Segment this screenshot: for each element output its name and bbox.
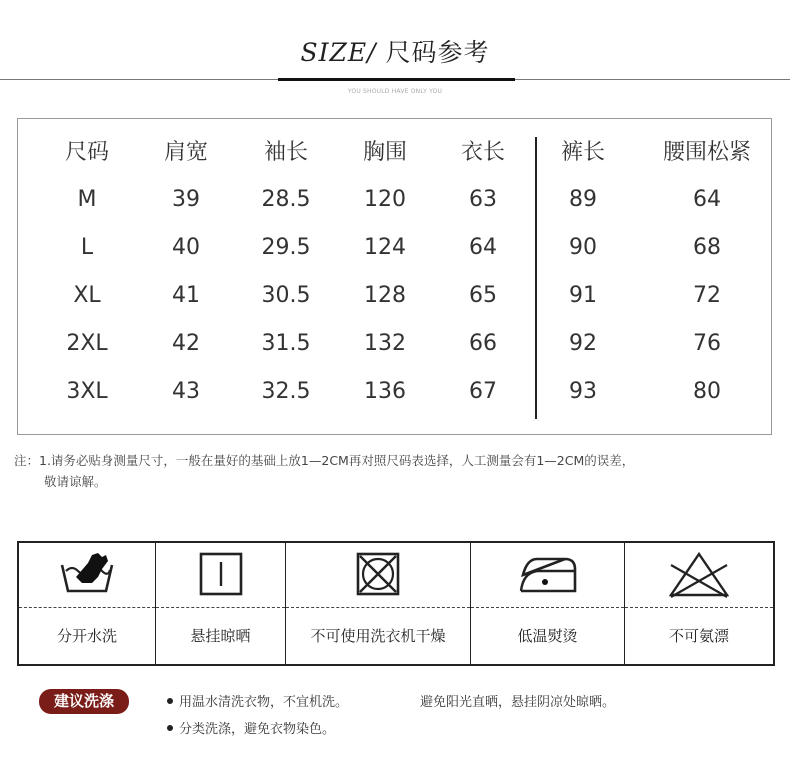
care-cell: 不可氨漂 bbox=[624, 543, 773, 664]
table-cell: 89 bbox=[569, 187, 597, 212]
table-cell: 3XL bbox=[66, 379, 108, 404]
hand-wash-icon bbox=[19, 543, 155, 607]
advice-item: 用温水清洗衣物，不宜机洗。 bbox=[167, 691, 348, 710]
table-row bbox=[0, 372, 790, 412]
table-header-cell: 袖长 bbox=[263, 140, 309, 165]
page-title: SIZE/ 尺码参考 bbox=[300, 38, 490, 67]
table-header-cell: 裤长 bbox=[560, 140, 606, 165]
table-cell: 80 bbox=[693, 379, 721, 404]
hang-dry-icon bbox=[156, 543, 285, 607]
advice-item: 避免阳光直晒，悬挂阴凉处晾晒。 bbox=[420, 695, 616, 710]
table-cell: 29.5 bbox=[261, 235, 311, 260]
table-cell: 91 bbox=[569, 283, 597, 308]
table-cell: 68 bbox=[693, 235, 721, 260]
care-table bbox=[17, 541, 775, 666]
table-cell: 32.5 bbox=[261, 379, 311, 404]
advice-item: 分类洗涤，避免衣物染色。 bbox=[167, 718, 335, 737]
table-cell: 128 bbox=[364, 283, 406, 308]
table-cell: 132 bbox=[364, 331, 406, 356]
table-row bbox=[0, 228, 790, 268]
table-header-row bbox=[0, 133, 790, 173]
table-row bbox=[0, 276, 790, 316]
table-cell: 120 bbox=[364, 187, 406, 212]
table-cell: 30.5 bbox=[261, 283, 311, 308]
low-temp-iron-icon bbox=[471, 543, 624, 607]
care-cell: 不可使用洗衣机干燥 bbox=[285, 543, 470, 664]
table-cell: 40 bbox=[172, 235, 200, 260]
table-row bbox=[0, 324, 790, 364]
wash-advice-badge: 建议洗涤 bbox=[39, 689, 129, 714]
table-header-cell: 肩宽 bbox=[163, 140, 209, 165]
table-cell: XL bbox=[73, 283, 101, 308]
table-row bbox=[0, 180, 790, 220]
table-header-cell: 腰围松紧 bbox=[662, 140, 752, 165]
no-bleach-icon bbox=[625, 543, 773, 607]
table-cell: 41 bbox=[172, 283, 200, 308]
page-subtitle: YOU SHOULD HAVE ONLY YOU bbox=[347, 88, 443, 95]
header-accent-bar bbox=[278, 78, 515, 81]
table-cell: 64 bbox=[693, 187, 721, 212]
table-cell: 136 bbox=[364, 379, 406, 404]
table-cell: 31.5 bbox=[261, 331, 311, 356]
no-tumble-dry-icon bbox=[286, 543, 470, 607]
care-cell: 悬挂晾晒 bbox=[155, 543, 285, 664]
table-cell: 63 bbox=[469, 187, 497, 212]
table-header-cell: 胸围 bbox=[362, 140, 408, 165]
table-cell: 39 bbox=[172, 187, 200, 212]
table-cell: 124 bbox=[364, 235, 406, 260]
care-cell: 低温熨烫 bbox=[470, 543, 624, 664]
care-cell: 分开水洗 bbox=[19, 543, 155, 664]
table-cell: M bbox=[77, 187, 97, 212]
table-cell: L bbox=[80, 235, 94, 260]
table-cell: 90 bbox=[569, 235, 597, 260]
table-cell: 28.5 bbox=[261, 187, 311, 212]
size-note: 注：1.请务必贴身测量尺寸，一般在量好的基础上放1—2CM再对照尺码表选择，人工测量会有1—2CM的误差， 敬请谅解。 bbox=[14, 453, 635, 489]
table-header-cell: 衣长 bbox=[460, 140, 506, 165]
table-cell: 93 bbox=[569, 379, 597, 404]
table-cell: 67 bbox=[469, 379, 497, 404]
table-cell: 42 bbox=[172, 331, 200, 356]
table-cell: 64 bbox=[469, 235, 497, 260]
table-header-cell: 尺码 bbox=[64, 140, 110, 165]
table-cell: 65 bbox=[469, 283, 497, 308]
table-cell: 72 bbox=[693, 283, 721, 308]
table-cell: 2XL bbox=[66, 331, 108, 356]
table-cell: 76 bbox=[693, 331, 721, 356]
table-cell: 66 bbox=[469, 331, 497, 356]
table-cell: 43 bbox=[172, 379, 200, 404]
table-cell: 92 bbox=[569, 331, 597, 356]
